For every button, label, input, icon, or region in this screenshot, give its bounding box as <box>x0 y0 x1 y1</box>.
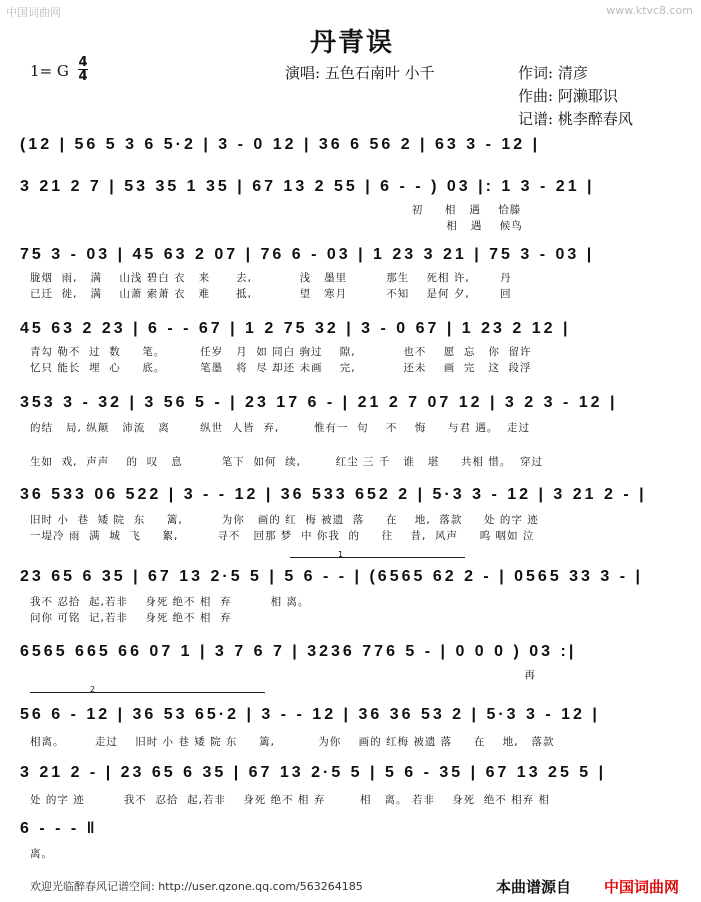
volta-1-line <box>290 557 465 558</box>
score-row-7 <box>20 568 685 628</box>
key-signature: 1= G <box>30 62 69 80</box>
notation-line: 6 - - - ‖ <box>20 820 98 837</box>
score-row-3 <box>20 246 685 306</box>
lyric-line-2: 一堤冷 雨 满 城 飞 絮, 寻不 回那 梦 中 你我 的 往 昔, 风声 呜 咽如 泣 <box>30 530 535 542</box>
score-row-9 <box>20 706 685 756</box>
transcriber: 记谱: 桃李醉春风 <box>518 110 633 128</box>
score-row-6 <box>20 486 685 546</box>
lyric-line-2: 忆只 能长 埋 心 底。 笔墨 将 尽 却还 未画 完, 还未 画 完 这 段浮 <box>30 362 532 374</box>
lyric-line-2: 生如 戏, 声声 的 叹 息 笔下 如何 续, 红尘 三 千 谁 堪 共相 惜。 穿过 <box>30 456 544 468</box>
score-row-11 <box>20 820 685 860</box>
score-row-10 <box>20 764 685 814</box>
lyric-line-1: 相离。 走过 旧时 小 巷 矮 院 东 篱, 为你 画的 红梅 被遗 落 在 地, 落款 <box>30 736 555 748</box>
time-signature-top: 4 <box>78 55 88 70</box>
lyric-line-1: 离。 <box>30 848 53 860</box>
source-label: 本曲谱源自 <box>496 878 572 896</box>
score-row-5 <box>20 394 685 468</box>
page-title: 丹青误 <box>310 28 395 58</box>
notation-line: 6565 665 66 07 1 | 3 7 6 7 | 3236 776 5 - | 0 0 0 ) 03 :| <box>20 643 577 660</box>
lyric-line-1: 再 <box>30 669 536 681</box>
lyric-line-1: 处 的字 迹 我不 忍拾 起,若非 身死 绝不 相 弃 相 离。 若非 身死 绝不 相弃 相 <box>30 794 551 806</box>
time-signature-bottom: 4 <box>78 69 88 84</box>
lyric-line-1: 的结 局, 纵颠 沛流 离 纵世 人皆 弃, 惟有一 句 不 悔 与君 遇。 走过 <box>30 422 531 434</box>
lyricist: 作词: 清彦 <box>518 64 588 82</box>
source-site-logo[interactable]: 中国词曲网 <box>604 878 680 896</box>
notation-line: 56 6 - 12 | 36 53 65·2 | 3 - - 12 | 36 36 53 2 | 5·3 3 - 12 | <box>20 706 600 723</box>
score-row-2 <box>20 178 685 238</box>
watermark-left: 中国词曲网 <box>6 6 61 19</box>
lyric-line-1: 旧时 小 巷 矮 院 东 篱, 为你 画的 红 梅 被遗 落 在 地, 落款 处 的字 迹 <box>30 514 539 526</box>
lyric-line-2: 问你 可铭 记,若非 身死 绝不 相 弃 <box>30 612 232 624</box>
score-row-8 <box>20 643 685 683</box>
notation-line: 3 21 2 7 | 53 35 1 35 | 67 13 2 55 | 6 - - ) 03 |: 1 3 - 21 | <box>20 178 595 195</box>
watermark-right: www.ktvc8.com <box>606 4 693 17</box>
lyric-line-1: 青勾 勒不 过 数 笔。 任岁 月 如 同白 驹过 隙, 也不 愿 忘 你 留许 <box>30 346 532 358</box>
volta-1-label: 1 <box>338 550 344 559</box>
notation-line: 36 533 06 522 | 3 - - 12 | 36 533 652 2 | 5·3 3 - 12 | 3 21 2 - | <box>20 486 647 503</box>
volta-2-line <box>30 692 265 693</box>
score-row-1 <box>20 136 685 176</box>
composer: 作曲: 阿濑耶识 <box>518 87 618 105</box>
notation-line: 3 21 2 - | 23 65 6 35 | 67 13 2·5 5 | 5 6 - 35 | 67 13 25 5 | <box>20 764 607 781</box>
notation-line: 353 3 - 32 | 3 56 5 - | 23 17 6 - | 21 2 7 07 12 | 3 2 3 - 12 | <box>20 394 618 411</box>
score-row-4 <box>20 320 685 380</box>
notation-line: 75 3 - 03 | 45 63 2 07 | 76 6 - 03 | 1 23 3 21 | 75 3 - 03 | <box>20 246 595 263</box>
lyric-line-2: 相 遇 候鸟 <box>30 220 523 232</box>
footer-link-text[interactable]: 欢迎光临醉春风记谱空间: http://user.qzone.qq.com/563264185 <box>30 880 363 893</box>
time-signature <box>78 56 88 83</box>
notation-line: 23 65 6 35 | 67 13 2·5 5 | 5 6 - - | (6565 62 2 - | 0565 33 3 - | <box>20 568 643 585</box>
lyric-line-1: 初 相 遇 恰滕 <box>30 204 522 216</box>
lyric-line-1: 我不 忍拾 起,若非 身死 绝不 相 弃 相 离。 <box>30 596 310 608</box>
volta-2-label: 2 <box>90 685 96 694</box>
lyric-line-1: 胧烟 雨, 满 山浅 碧白 衣 来 去, 浅 墨里 那生 死相 许, 丹 <box>30 272 512 284</box>
singers: 演唱: 五色石南叶 小千 <box>285 64 435 82</box>
notation-line: 45 63 2 23 | 6 - - 67 | 1 2 75 32 | 3 - 0 67 | 1 23 2 12 | <box>20 320 571 337</box>
notation-line: (12 | 56 5 3 6 5·2 | 3 - 0 12 | 36 6 56 2 | 63 3 - 12 | <box>20 136 541 153</box>
lyric-line-2: 已迁 徙, 满 山萧 索萧 衣 难 抵, 望 寒月 不知 是何 夕, 回 <box>30 288 512 300</box>
